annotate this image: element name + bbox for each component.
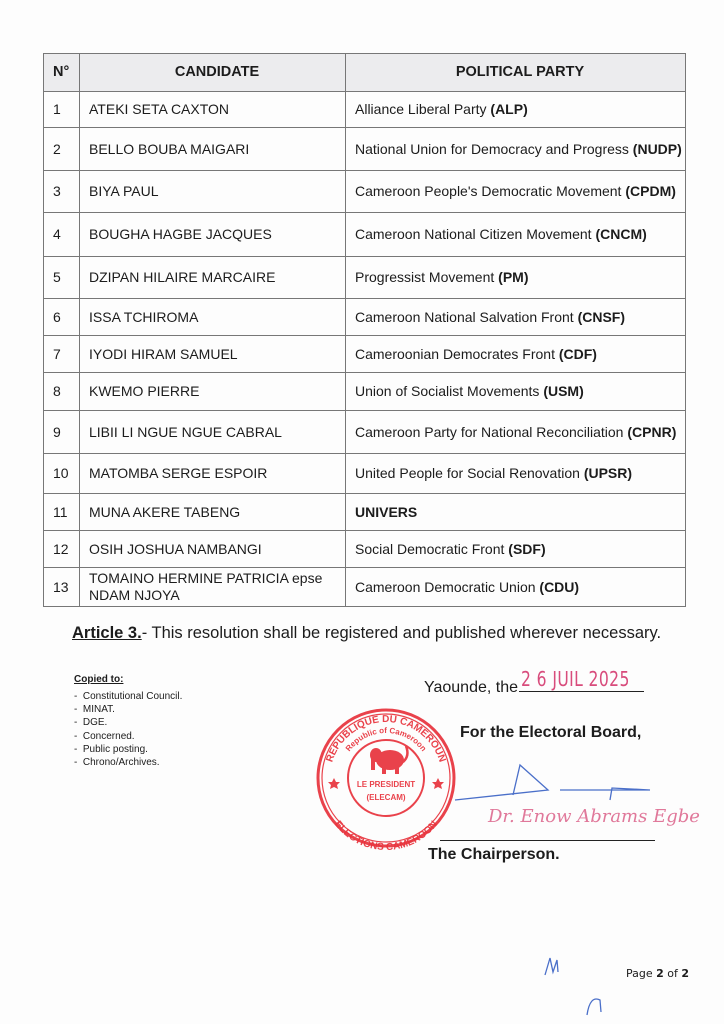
page-current: 2 <box>656 967 664 980</box>
chairperson-title: The Chairperson. <box>428 846 560 863</box>
seal-outer-ring-inner <box>322 714 450 842</box>
political-party <box>346 128 686 171</box>
page-total: 2 <box>681 967 690 980</box>
party-abbreviation: (CDU) <box>539 578 580 595</box>
party-abbreviation: (SDF) <box>508 540 546 557</box>
seal-center-sub: (ELECAM) <box>366 793 406 802</box>
seal-top-text: REPUBLIQUE DU CAMEROUN <box>324 713 448 764</box>
star-icon <box>328 778 444 789</box>
table-row <box>44 531 686 568</box>
row-number: 2 <box>44 128 80 171</box>
candidate-name: MATOMBA SERGE ESPOIR <box>80 454 346 494</box>
political-party <box>346 494 686 531</box>
party-name: National Union for Democracy and Progress <box>355 140 633 157</box>
party-name: Social Democratic Front <box>355 540 509 557</box>
table-row <box>44 454 686 494</box>
party-abbreviation: (NUDP) <box>632 140 682 157</box>
copied-to-list <box>74 690 182 769</box>
copied-item: - MINAT. <box>74 703 182 716</box>
copied-item: - Chrono/Archives. <box>74 756 182 769</box>
party-abbreviation: (CPNR) <box>627 423 677 440</box>
party-abbreviation: UNIVERS <box>355 503 418 520</box>
date-underline <box>519 667 644 692</box>
candidate-name: DZIPAN HILAIRE MARCAIRE <box>80 257 346 299</box>
party-name: Alliance Liberal Party <box>355 101 491 117</box>
handwritten-signature <box>455 765 650 800</box>
table-row <box>44 128 686 171</box>
table-body <box>44 92 686 607</box>
place-date <box>424 667 644 697</box>
candidate-name: ATEKI SETA CAXTON <box>80 92 346 128</box>
table-row <box>44 299 686 336</box>
candidate-name: ISSA TCHIROMA <box>80 299 346 336</box>
copied-item: - Public posting. <box>74 743 182 756</box>
candidate-name: TOMAINO HERMINE PATRICIA epse NDAM NJOYA <box>80 568 346 607</box>
party-abbreviation: (UPSR) <box>583 465 633 481</box>
candidate-name: IYODI HIRAM SAMUEL <box>80 336 346 373</box>
article-label: Article 3. <box>72 624 142 642</box>
elecam-seal <box>318 710 454 846</box>
page-number <box>626 967 689 980</box>
page-prefix: Page <box>626 967 657 980</box>
elephant-emblem-icon <box>370 746 407 774</box>
row-number: 12 <box>44 531 80 568</box>
political-party <box>346 411 686 454</box>
table-row <box>44 373 686 411</box>
party-name: United People for Social Renovation <box>355 465 584 481</box>
party-name: Cameroon National Citizen Movement <box>355 226 596 242</box>
candidate-name: OSIH JOSHUA NAMBANGI <box>80 531 346 568</box>
table-row <box>44 411 686 454</box>
place-text: Yaounde, the <box>424 679 519 696</box>
candidates-table <box>43 53 686 607</box>
seal-top-sub: Republic of Cameroon <box>343 725 429 754</box>
party-name: Cameroonian Democrates Front <box>355 345 559 362</box>
table-row <box>44 257 686 299</box>
party-abbreviation: (CPDM) <box>625 183 676 199</box>
political-party <box>346 568 686 607</box>
political-party <box>346 373 686 411</box>
article-3 <box>72 624 661 643</box>
handwritten-initials <box>545 958 601 1015</box>
party-name: Cameroon Party for National Reconciliation <box>355 423 628 440</box>
row-number: 11 <box>44 494 80 531</box>
candidate-name: MUNA AKERE TABENG <box>80 494 346 531</box>
copied-to-title: Copied to: <box>74 674 124 685</box>
party-abbreviation: (PM) <box>498 269 529 285</box>
row-number: 4 <box>44 213 80 257</box>
copied-item: - Constitutional Council. <box>74 690 182 703</box>
party-name: Cameroon People's Democratic Movement <box>355 183 626 199</box>
row-number: 7 <box>44 336 80 373</box>
page-of: of <box>663 967 682 980</box>
party-name: Cameroon National Salvation Front <box>355 308 578 325</box>
party-name: Union of Socialist Movements <box>355 383 544 399</box>
seal-center-title: LE PRESIDENT <box>356 780 416 789</box>
signer-name-stamp: Dr. Enow Abrams Egbe <box>488 806 700 827</box>
row-number: 5 <box>44 257 80 299</box>
table-row <box>44 568 686 607</box>
political-party <box>346 336 686 373</box>
party-name: Progressist Movement <box>355 269 499 285</box>
political-party <box>346 171 686 213</box>
row-number: 9 <box>44 411 80 454</box>
table-row <box>44 171 686 213</box>
candidate-name: BIYA PAUL <box>80 171 346 213</box>
candidate-name: KWEMO PIERRE <box>80 373 346 411</box>
signature-line <box>440 840 655 841</box>
candidate-name: LIBII LI NGUE NGUE CABRAL <box>80 411 346 454</box>
date-stamp: 2 6 JUIL 2025 <box>521 667 630 691</box>
header-number: N° <box>44 54 80 92</box>
political-party <box>346 299 686 336</box>
row-number: 13 <box>44 568 80 607</box>
seal-inner-ring <box>348 740 424 816</box>
party-abbreviation: (CDF) <box>558 345 597 362</box>
seal-bottom-text: ELECTIONS CAMEROON <box>332 818 440 854</box>
candidate-name: BOUGHA HAGBE JACQUES <box>80 213 346 257</box>
table-row <box>44 92 686 128</box>
table-row <box>44 213 686 257</box>
row-number: 8 <box>44 373 80 411</box>
header-party: POLITICAL PARTY <box>346 54 686 92</box>
political-party <box>346 531 686 568</box>
table-row <box>44 336 686 373</box>
political-party <box>346 213 686 257</box>
copied-item: - DGE. <box>74 716 182 729</box>
political-party <box>346 92 686 128</box>
table-header-row <box>44 54 686 92</box>
party-abbreviation: (USM) <box>543 383 584 399</box>
row-number: 6 <box>44 299 80 336</box>
party-abbreviation: (CNCM) <box>595 226 647 242</box>
political-party <box>346 454 686 494</box>
row-number: 3 <box>44 171 80 213</box>
header-candidate: CANDIDATE <box>80 54 346 92</box>
party-abbreviation: (CNSF) <box>577 308 625 325</box>
seal-outer-ring <box>318 710 454 846</box>
party-name: Cameroon Democratic Union <box>355 578 540 595</box>
political-party <box>346 257 686 299</box>
party-abbreviation: (ALP) <box>490 101 528 117</box>
article-text: - This resolution shall be registered and published wherever necessary. <box>141 624 662 642</box>
row-number: 1 <box>44 92 80 128</box>
table-row <box>44 494 686 531</box>
candidate-name: BELLO BOUBA MAIGARI <box>80 128 346 171</box>
copied-item: - Concerned. <box>74 730 182 743</box>
row-number: 10 <box>44 454 80 494</box>
for-electoral-board: For the Electoral Board, <box>460 724 642 741</box>
